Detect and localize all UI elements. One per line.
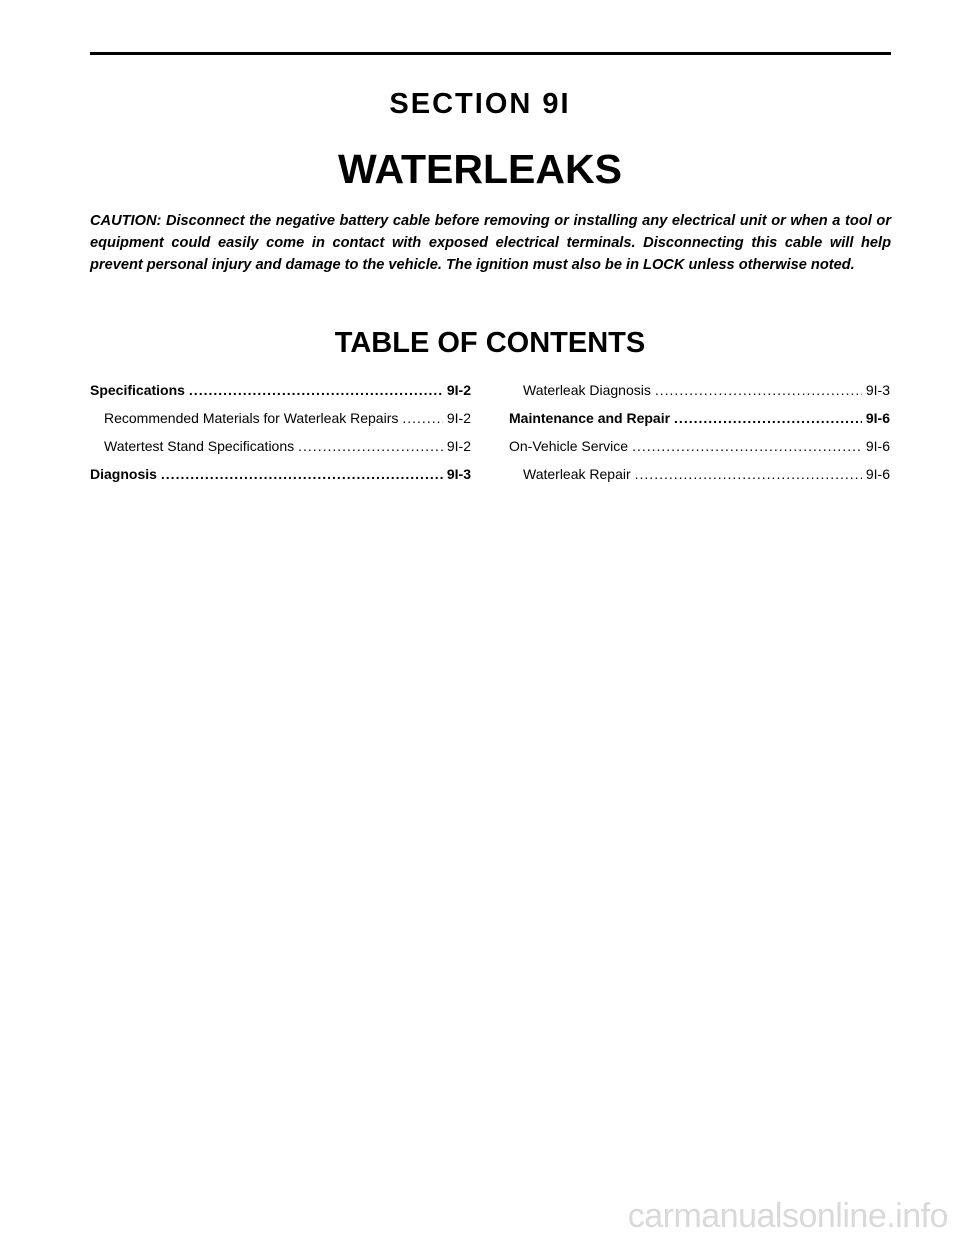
toc-entry-label: Watertest Stand Specifications — [104, 438, 295, 454]
section-number: SECTION 9I — [389, 88, 571, 120]
toc-entry-waterleak-repair[interactable] — [509, 466, 890, 494]
toc-entry-label: Specifications — [90, 382, 185, 398]
toc-entry-watertest-stand[interactable] — [90, 438, 471, 466]
toc-entry-page: 9I-3 — [865, 382, 890, 398]
toc-heading: TABLE OF CONTENTS — [334, 327, 646, 359]
toc-entry-page: 9I-2 — [446, 382, 471, 398]
toc-entry-page: 9I-6 — [865, 410, 890, 426]
toc-entry-specifications[interactable] — [90, 382, 471, 410]
toc-leader-dots — [632, 438, 862, 454]
toc-leader-dots — [298, 438, 443, 454]
toc-entry-on-vehicle-service[interactable] — [509, 438, 890, 466]
toc-entry-page: 9I-6 — [865, 466, 890, 482]
toc-leader-dots — [674, 410, 862, 426]
toc-entry-label: Diagnosis — [90, 466, 157, 482]
toc-right-column — [509, 382, 890, 494]
toc-entry-recommended-materials[interactable] — [90, 410, 471, 438]
toc-leader-dots — [161, 466, 443, 482]
toc-entry-maintenance-repair[interactable] — [509, 410, 890, 438]
toc-entry-diagnosis[interactable] — [90, 466, 471, 494]
toc-entry-label: Maintenance and Repair — [509, 410, 671, 426]
header-rule — [90, 52, 891, 55]
caution-notice: CAUTION: Disconnect the negative battery cable before removing or installing any electrical unit or when a tool or equipment could easily come in contact with exposed electrical terminals. Disconnecting this cable will help prevent personal injury and damage to the vehicle. The ignition must also be in LOCK unless otherwise noted. — [90, 213, 891, 273]
toc-entry-label: Recommended Materials for Waterleak Repairs — [104, 410, 399, 426]
toc-entry-page: 9I-6 — [865, 438, 890, 454]
page-title: WATERLEAKS — [338, 146, 622, 192]
toc-entry-waterleak-diagnosis[interactable] — [509, 382, 890, 410]
toc-leader-dots — [635, 466, 862, 482]
toc-entry-label: Waterleak Diagnosis — [523, 382, 651, 398]
toc-leader-dots — [402, 410, 443, 426]
toc-leader-dots — [655, 382, 862, 398]
toc-left-column — [90, 382, 471, 494]
toc-entry-label: Waterleak Repair — [523, 466, 631, 482]
toc-leader-dots — [189, 382, 443, 398]
toc-entry-page: 9I-2 — [446, 438, 471, 454]
watermark: carmanualsonline.info — [627, 1197, 948, 1235]
toc-entry-page: 9I-2 — [446, 410, 471, 426]
toc-entry-label: On-Vehicle Service — [509, 438, 629, 454]
toc-entry-page: 9I-3 — [446, 466, 471, 482]
